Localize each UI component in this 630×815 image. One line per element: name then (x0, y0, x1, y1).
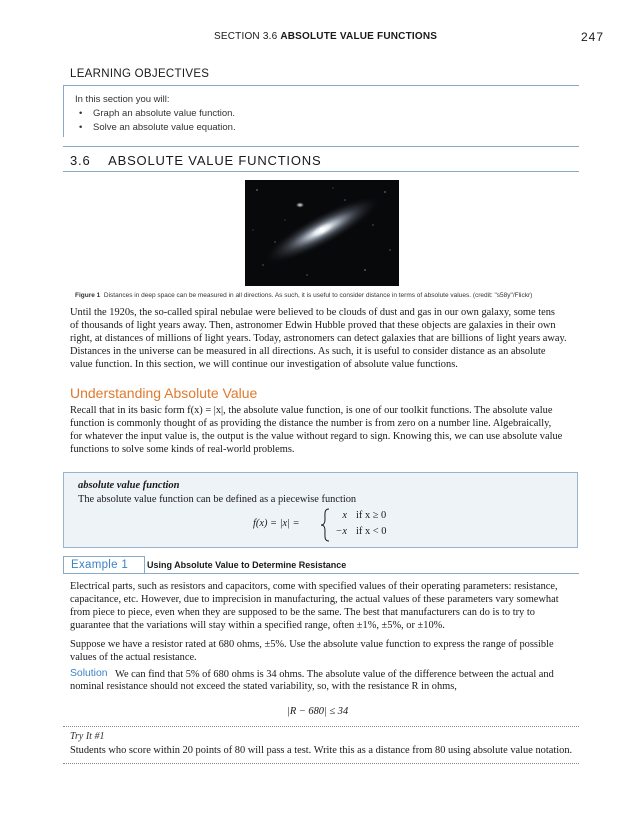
case2-expr: −x (335, 526, 347, 537)
example-line: from piece to piece, even when they are supposed to be the same. The best that manufacturers can do is to try to (70, 607, 535, 618)
running-head (0, 31, 630, 45)
solution-label: Solution (70, 668, 108, 679)
figure-label: Figure 1 (75, 292, 101, 299)
try-it-top-rule (63, 726, 579, 727)
intro-line: right, at distances of millions of light years. Today, astronomers can detect galaxies that are billions of light years away. (70, 333, 567, 344)
figure-caption-text: Distances in deep space can be measured in all directions. As such, it is useful to consider distance in terms of absolute values. (credit: "s58y"/Flickr) (103, 292, 533, 299)
bullet-icon: • (79, 108, 83, 119)
example-line: Electrical parts, such as resistors and capacitors, come with specified values of their operating parameters: resistance, (70, 581, 558, 592)
intro-line: Until the 1920s, the so-called spiral nebulae were believed to be clouds of dust and gas in our own galaxy, some tens (70, 307, 555, 318)
inequality: |R − 680| ≤ 34 (287, 706, 349, 717)
case1-expr: x (342, 510, 347, 521)
try-it-bottom-rule (63, 763, 579, 764)
bullet-icon: • (79, 122, 83, 133)
intro-line: value function. In this section, we will continue our investigation of absolute value functions. (70, 359, 458, 370)
section-title-bottom-rule (63, 171, 579, 172)
piecewise-formula (253, 508, 393, 542)
subsection-title: Understanding Absolute Value (70, 385, 258, 401)
definition-text: The absolute value function can be defined as a piecewise function (78, 494, 357, 505)
learning-objective-item (79, 108, 235, 119)
example-title: Using Absolute Value to Determine Resistance (147, 560, 347, 570)
learning-objective-text: Solve an absolute value equation. (93, 122, 236, 133)
example-line: values of the actual resistance. (70, 652, 197, 663)
running-head-section (214, 31, 437, 42)
body-line: Recall that in its basic form f(x) = |x|, the absolute value function, is one of our toolkit functions. The absolute value (70, 405, 553, 416)
case2-condition: if x < 0 (356, 526, 387, 537)
learning-objectives-title: LEARNING OBJECTIVES (70, 68, 210, 80)
galaxy-photo (245, 180, 399, 286)
example-line: capacitance, etc. However, due to imprecision in manufacturing, the actual values of these parameters vary somewhat (70, 594, 559, 605)
body-line: functions to solve some kinds of real-world problems. (70, 444, 295, 455)
section-title (70, 153, 321, 168)
example-line: guarantee that the variations will stay within a specified range, often ±1%, ±5%, or ±10%. (70, 620, 445, 631)
definition-title: absolute value function (78, 480, 180, 491)
left-brace-icon (320, 508, 330, 542)
page-number: 247 (581, 30, 605, 44)
example-line: Suppose we have a resistor rated at 680 ohms, ±5%. Use the absolute value function to express the range of possible (70, 639, 554, 650)
solution-text-continued: nominal resistance should not exceed the stated variability, so, with the resistance R in ohms, (70, 681, 457, 692)
formula-lhs: f(x) = |x| = (253, 518, 300, 529)
solution-text: We can find that 5% of 680 ohms is 34 ohms. The absolute value of the difference between the actual and (115, 669, 554, 680)
body-line: function is commonly thought of as providing the distance the number is from zero on a number line. Algebraically, (70, 418, 552, 429)
figure-caption (75, 292, 580, 299)
try-it-label: Try It #1 (70, 731, 105, 742)
body-line: for whatever the input value is, the output is the value without regard to sign. Knowing this, we can use absolute value (70, 431, 563, 442)
learning-objective-text: Graph an absolute value function. (93, 108, 236, 119)
intro-line: of thousands of light years away. Then, astronomer Edwin Hubble proved that these objects are galaxies in their own (70, 320, 556, 331)
example-label: Example 1 (71, 559, 129, 571)
learning-objectives-rule (63, 85, 579, 86)
running-head-section-title: ABSOLUTE VALUE FUNCTIONS (280, 31, 438, 42)
case1-condition: if x ≥ 0 (356, 510, 387, 521)
learning-objectives-side-rule (63, 86, 64, 137)
galaxy-image (245, 180, 399, 286)
learning-objectives-intro: In this section you will: (75, 94, 170, 105)
section-number: 3.6 (70, 153, 91, 168)
section-title-text: ABSOLUTE VALUE FUNCTIONS (108, 153, 322, 168)
section-title-top-rule (63, 146, 579, 147)
intro-line: Distances in the universe can be measured in all directions. As such, it is useful to consider distance as an absolute (70, 346, 546, 357)
running-head-section-number: SECTION 3.6 (214, 31, 278, 42)
example-rule (63, 573, 579, 574)
try-it-text: Students who score within 20 points of 80 will pass a test. Write this as a distance from 80 using absolute value notation. (70, 745, 573, 756)
learning-objective-item (79, 122, 236, 133)
